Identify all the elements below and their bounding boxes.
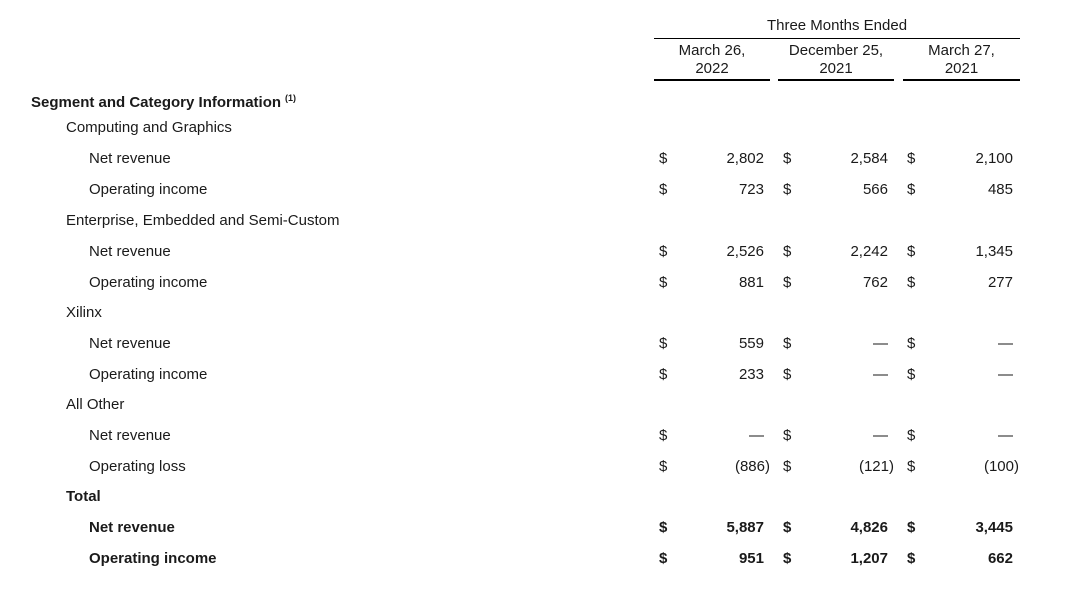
table-row: [0, 149, 1080, 169]
row-label: Net revenue: [89, 150, 171, 167]
currency-symbol: $: [907, 150, 916, 167]
column-header-line2: 2021: [819, 60, 853, 77]
column-rule: [778, 79, 894, 81]
footnote-marker: (1): [285, 93, 297, 103]
cell-value: 2,584: [850, 150, 888, 167]
table-row: [0, 365, 1080, 385]
cell-value: —: [873, 427, 888, 444]
column-rule: [654, 79, 770, 81]
currency-symbol: $: [907, 366, 916, 383]
currency-symbol: $: [907, 181, 916, 198]
row-label: Net revenue: [89, 427, 171, 444]
table-row: [0, 180, 1080, 200]
section-title-text: Segment and Category Information: [31, 94, 282, 111]
cell-value: (121): [858, 458, 894, 475]
cell-value: 881: [738, 274, 764, 291]
currency-symbol: $: [907, 458, 916, 475]
table-row: [0, 273, 1080, 293]
cell-value: —: [749, 427, 764, 444]
table-row: [0, 242, 1080, 262]
cell-value: —: [998, 366, 1013, 383]
currency-symbol: $: [659, 427, 668, 444]
currency-symbol: $: [659, 181, 668, 198]
column-header-line2: 2021: [944, 60, 979, 77]
cell-value: 2,526: [726, 243, 764, 260]
cell-value: 1,345: [975, 243, 1013, 260]
category-label: All Other: [66, 396, 125, 413]
column-header-line1: March 27,: [928, 42, 995, 59]
cell-value: 951: [738, 550, 764, 567]
currency-symbol: $: [659, 366, 668, 383]
currency-symbol: $: [783, 150, 792, 167]
row-label: Net revenue: [89, 243, 171, 260]
table-row: [0, 549, 1080, 569]
category-label: Total: [66, 488, 101, 505]
cell-value: 762: [862, 274, 888, 291]
currency-symbol: $: [783, 181, 792, 198]
currency-symbol: $: [659, 335, 668, 352]
cell-value: —: [873, 366, 888, 383]
currency-symbol: $: [907, 550, 916, 567]
row-label: Operating income: [89, 181, 208, 198]
header-group-rule: [654, 38, 1020, 39]
cell-value: 662: [987, 550, 1013, 567]
cell-value: 2,802: [726, 150, 764, 167]
currency-symbol: $: [783, 427, 792, 444]
category-label: Computing and Graphics: [66, 119, 232, 136]
column-header-line1: December 25,: [788, 42, 884, 59]
currency-symbol: $: [783, 274, 792, 291]
row-label: Net revenue: [89, 335, 171, 352]
cell-value: 277: [987, 274, 1013, 291]
currency-symbol: $: [659, 550, 668, 567]
table-row: [0, 426, 1080, 446]
section-title: [31, 88, 296, 113]
cell-value: —: [998, 335, 1013, 352]
currency-symbol: $: [659, 458, 668, 475]
section-title-row: [0, 88, 1080, 111]
currency-symbol: $: [783, 458, 792, 475]
currency-symbol: $: [659, 243, 668, 260]
row-label: Net revenue: [89, 519, 175, 536]
currency-symbol: $: [659, 274, 668, 291]
row-label: Operating income: [89, 366, 208, 383]
cell-value: 723: [738, 181, 764, 198]
category-label: Xilinx: [66, 304, 102, 321]
currency-symbol: $: [783, 366, 792, 383]
cell-value: 559: [738, 335, 764, 352]
cell-value: 485: [987, 181, 1013, 198]
currency-symbol: $: [907, 519, 916, 536]
currency-symbol: $: [907, 335, 916, 352]
row-label: Operating income: [89, 550, 217, 567]
category-header-row: [0, 211, 1080, 231]
table-row: [0, 457, 1080, 477]
category-header-row: [0, 395, 1080, 415]
column-header-dec-2021: [778, 42, 894, 78]
currency-symbol: $: [783, 550, 792, 567]
column-header-line1: March 26,: [678, 42, 746, 59]
cell-value: 1,207: [850, 550, 888, 567]
cell-value: 3,445: [975, 519, 1013, 536]
column-header-line2: 2022: [695, 60, 729, 77]
currency-symbol: $: [659, 519, 668, 536]
currency-symbol: $: [783, 243, 792, 260]
cell-value: 2,242: [850, 243, 888, 260]
column-header-mar-2021: [903, 42, 1020, 78]
table-row: [0, 518, 1080, 538]
category-header-row: [0, 303, 1080, 323]
cell-value: —: [873, 335, 888, 352]
row-label: Operating income: [89, 274, 208, 291]
table-row: [0, 334, 1080, 354]
currency-symbol: $: [659, 150, 668, 167]
row-label: Operating loss: [89, 458, 186, 475]
category-header-row: [0, 118, 1080, 138]
currency-symbol: $: [783, 519, 792, 536]
cell-value: 5,887: [726, 519, 764, 536]
currency-symbol: $: [907, 274, 916, 291]
header-group-title: Three Months Ended: [766, 17, 908, 34]
cell-value: 4,826: [850, 519, 888, 536]
category-label: Enterprise, Embedded and Semi-Custom: [66, 212, 340, 229]
cell-value: 2,100: [975, 150, 1013, 167]
cell-value: (886): [734, 458, 770, 475]
currency-symbol: $: [907, 243, 916, 260]
currency-symbol: $: [907, 427, 916, 444]
category-header-row: [0, 487, 1080, 507]
cell-value: —: [998, 427, 1013, 444]
cell-value: 233: [738, 366, 764, 383]
cell-value: 566: [862, 181, 888, 198]
column-header-mar-2022: [654, 42, 770, 78]
cell-value: (100): [983, 458, 1019, 475]
column-rule: [903, 79, 1020, 81]
currency-symbol: $: [783, 335, 792, 352]
